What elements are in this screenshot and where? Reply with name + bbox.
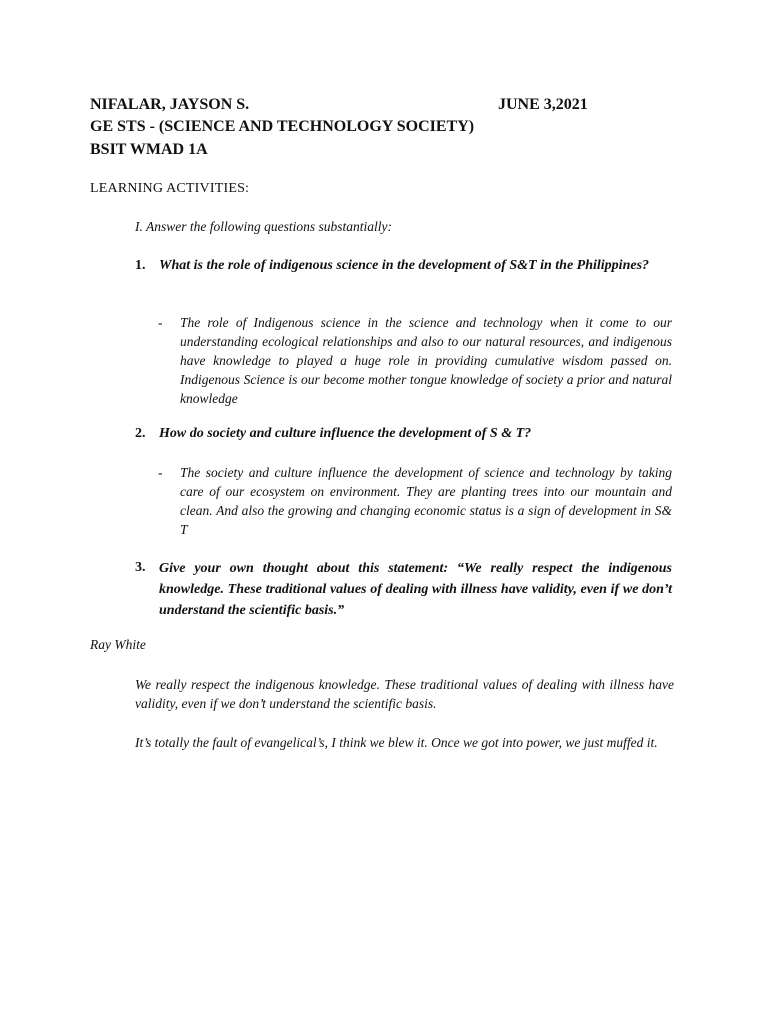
answer-text: The society and culture influence the development of science and technology by taking care of our ecosystem on environment. They are planting trees into our mountain and clean. And also the growing and changing economic status is a sign of development in S& T (180, 465, 672, 537)
question-number: 3. (135, 560, 146, 575)
submission-date: JUNE 3,2021 (498, 96, 588, 113)
question-text: What is the role of indigenous science in the development of S&T in the Philippines? (159, 258, 650, 273)
course-title: GE STS - (SCIENCE AND TECHNOLOGY SOCIETY) (90, 118, 475, 135)
question-text: Give your own thought about this statement: “We really respect the indigenous knowledge. These traditional values of dealing with illness have validity, even if we don’t understand the scientific basis.” (159, 561, 672, 618)
question-text: How do society and culture influence the development of S & T? (159, 426, 532, 441)
class-section: BSIT WMAD 1A (90, 141, 208, 158)
section-heading: LEARNING ACTIVITIES: (90, 181, 250, 196)
answer-bullet: - (158, 465, 163, 480)
student-name: NIFALAR, JAYSON S. (90, 96, 250, 113)
instruction-text: I. Answer the following questions substantially: (135, 219, 393, 234)
quote-paragraph: We really respect the indigenous knowledge. These traditional values of dealing with illness have validity, even if we don’t understand the scientific basis. (135, 677, 674, 711)
quote-author: Ray White (90, 637, 146, 652)
question-number: 2. (135, 426, 146, 441)
answer-bullet: - (158, 315, 163, 330)
quote-paragraph: It’s totally the fault of evangelical’s, I think we blew it. Once we got into power, we just muffed it. (135, 735, 658, 750)
answer-text: The role of Indigenous science in the science and technology when it come to our understanding ecological relationships and also to our natural resources, and indigenous have knowledge to played a huge role in providing cumulative wisdom passed on. Indigenous Science is our become mother tongue knowledge of society a prior and natural knowledge (180, 315, 672, 406)
question-number: 1. (135, 258, 146, 273)
